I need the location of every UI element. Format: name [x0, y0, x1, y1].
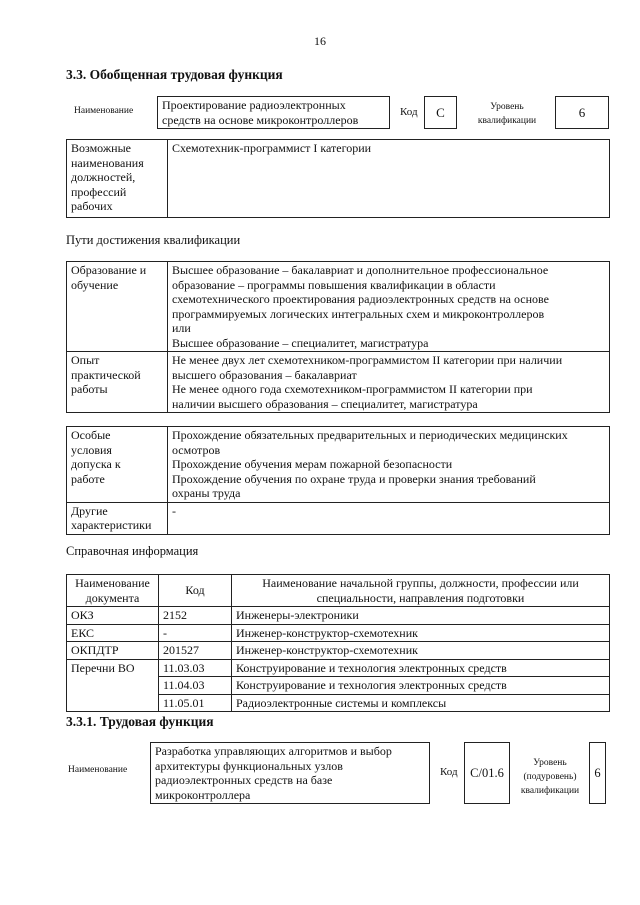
paths-row-experience — [67, 352, 610, 413]
ref-doc: Перечни ВО — [67, 659, 159, 712]
ref-code: - — [159, 624, 232, 642]
experience-line: Не менее двух лет схемотехником-программистом II категории при наличии — [172, 353, 563, 367]
experience-label-line: Опыт — [71, 353, 100, 367]
other-label-line: Другие — [71, 503, 108, 518]
other-label — [67, 502, 168, 534]
ref-code: 11.04.03 — [159, 677, 232, 695]
conditions-row-other — [67, 502, 610, 534]
other-line: - — [172, 503, 176, 518]
gtf-heading: 3.3. Обобщенная трудовая функция — [66, 67, 283, 82]
tf-name-line: микроконтроллера — [155, 787, 251, 802]
positions-label-line: должностей, — [71, 170, 136, 184]
ref-code: 2152 — [159, 607, 232, 625]
experience-line: высшего образования – бакалавриат — [172, 367, 357, 382]
education-line: Высшее образование – бакалавриат и дополнительное профессиональное — [172, 263, 549, 277]
paths-table — [66, 261, 610, 413]
gtf-name-box — [157, 96, 390, 129]
reference-table — [66, 574, 610, 712]
tf-level-label-line: (подуровень) — [523, 772, 577, 782]
gtf-code-label: Код — [400, 106, 418, 118]
positions-row — [67, 140, 610, 218]
admission-label — [67, 427, 168, 503]
gtf-level-box: 6 — [555, 96, 609, 129]
experience-line: Не менее одного года схемотехником-программистом II категории при — [172, 382, 533, 396]
admission-label-line: работе — [71, 471, 105, 486]
ref-header-doc-line: документа — [85, 590, 140, 605]
table-row — [67, 607, 610, 625]
tf-code-label: Код — [440, 766, 458, 778]
tf-name-label: Наименование — [68, 765, 128, 775]
positions-label-line: наименования — [71, 155, 144, 170]
paths-row-education — [67, 262, 610, 352]
admission-label-line: условия — [71, 442, 112, 457]
ref-header-doc — [67, 575, 159, 607]
admission-line: Прохождение обучения мерам пожарной безопасности — [172, 457, 453, 471]
tf-name-line: Разработка управляющих алгоритмов и выбор — [155, 744, 392, 758]
gtf-level-label-1: Уровень — [490, 102, 524, 112]
positions-label-line: профессий — [71, 184, 127, 199]
admission-line: Прохождение обучения по охране труда и проверки знания требований — [172, 471, 536, 486]
ref-doc: ОКЗ — [67, 607, 159, 625]
gtf-level-label-2: квалификации — [477, 116, 537, 126]
gtf-name-line-2: средств на основе микроконтроллеров — [162, 112, 359, 127]
other-label-line: характеристики — [71, 518, 152, 532]
admission-line: Прохождение обязательных предварительных и периодических медицинских — [172, 428, 568, 442]
table-row — [67, 642, 610, 660]
ref-code: 201527 — [159, 642, 232, 660]
positions-label-line: Возможные — [71, 141, 131, 155]
education-line: образование – программы повышения квалификации в области — [172, 277, 496, 292]
admission-label-line: допуска к — [71, 457, 121, 471]
ref-header-name-line: Наименование начальной группы, должности, профессии или — [262, 576, 579, 590]
admission-line: осмотров — [172, 442, 221, 457]
education-line: программируемых логических интегральных схем и микроконтроллеров — [172, 306, 545, 321]
education-line: Высшее образование – специалитет, магистратура — [172, 335, 429, 350]
education-label-line: Образование и — [71, 263, 147, 277]
tf-name-line: радиоэлектронных средств на базе — [155, 773, 333, 787]
education-value — [168, 262, 610, 352]
tf-level-box: 6 — [589, 742, 606, 804]
admission-label-line: Особые — [71, 428, 111, 442]
admission-value — [168, 427, 610, 503]
tf-name-line: архитектуры функциональных узлов — [155, 758, 343, 773]
ref-header-name — [232, 575, 610, 607]
tf-name-box — [150, 742, 430, 804]
other-value — [168, 502, 610, 534]
ref-name: Конструирование и технология электронных средств — [232, 677, 610, 695]
gtf-name-label: Наименование — [74, 106, 134, 116]
reference-title: Справочная информация — [66, 544, 199, 558]
ref-header-doc-line: Наименование — [75, 576, 150, 590]
table-row — [67, 659, 610, 677]
tf-heading: 3.3.1. Трудовая функция — [66, 714, 214, 729]
education-label-line: обучение — [71, 277, 119, 292]
ref-name: Инженеры-электроники — [232, 607, 610, 625]
ref-code: 11.03.03 — [159, 659, 232, 677]
ref-doc: ОКПДТР — [67, 642, 159, 660]
positions-label-line: рабочих — [71, 199, 113, 213]
experience-label-line: работы — [71, 382, 108, 396]
ref-doc: ЕКС — [67, 624, 159, 642]
education-line: схемотехнического проектирования радиоэлектронных средств на основе — [172, 292, 549, 306]
ref-name: Инженер-конструктор-схемотехник — [232, 624, 610, 642]
positions-value: Схемотехник-программист I категории — [168, 140, 610, 218]
ref-header-code: Код — [159, 575, 232, 607]
admission-line: охраны труда — [172, 486, 241, 500]
tf-level-label-line: квалификации — [520, 786, 580, 796]
gtf-code-box: C — [424, 96, 457, 129]
tf-code-box: C/01.6 — [464, 742, 510, 804]
education-line: или — [172, 321, 191, 335]
table-row — [67, 624, 610, 642]
page-number: 16 — [314, 34, 326, 48]
ref-code: 11.05.01 — [159, 694, 232, 712]
conditions-row-admission — [67, 427, 610, 503]
ref-name: Инженер-конструктор-схемотехник — [232, 642, 610, 660]
ref-header-name-line: специальности, направления подготовки — [316, 590, 525, 605]
experience-value — [168, 352, 610, 413]
positions-table — [66, 139, 610, 218]
gtf-name-line-1: Проектирование радиоэлектронных — [162, 98, 346, 112]
ref-name: Конструирование и технология электронных средств — [232, 659, 610, 677]
conditions-table — [66, 426, 610, 535]
experience-line: наличии высшего образования – специалитет, магистратура — [172, 396, 478, 411]
gtf-level-label — [466, 100, 548, 128]
positions-label — [67, 140, 168, 218]
tf-level-label — [512, 756, 588, 798]
reference-header-row — [67, 575, 610, 607]
education-label — [67, 262, 168, 352]
experience-label — [67, 352, 168, 413]
ref-name: Радиоэлектронные системы и комплексы — [232, 694, 610, 712]
paths-title: Пути достижения квалификации — [66, 233, 241, 247]
experience-label-line: практической — [71, 367, 141, 382]
tf-level-label-line: Уровень — [533, 758, 567, 768]
